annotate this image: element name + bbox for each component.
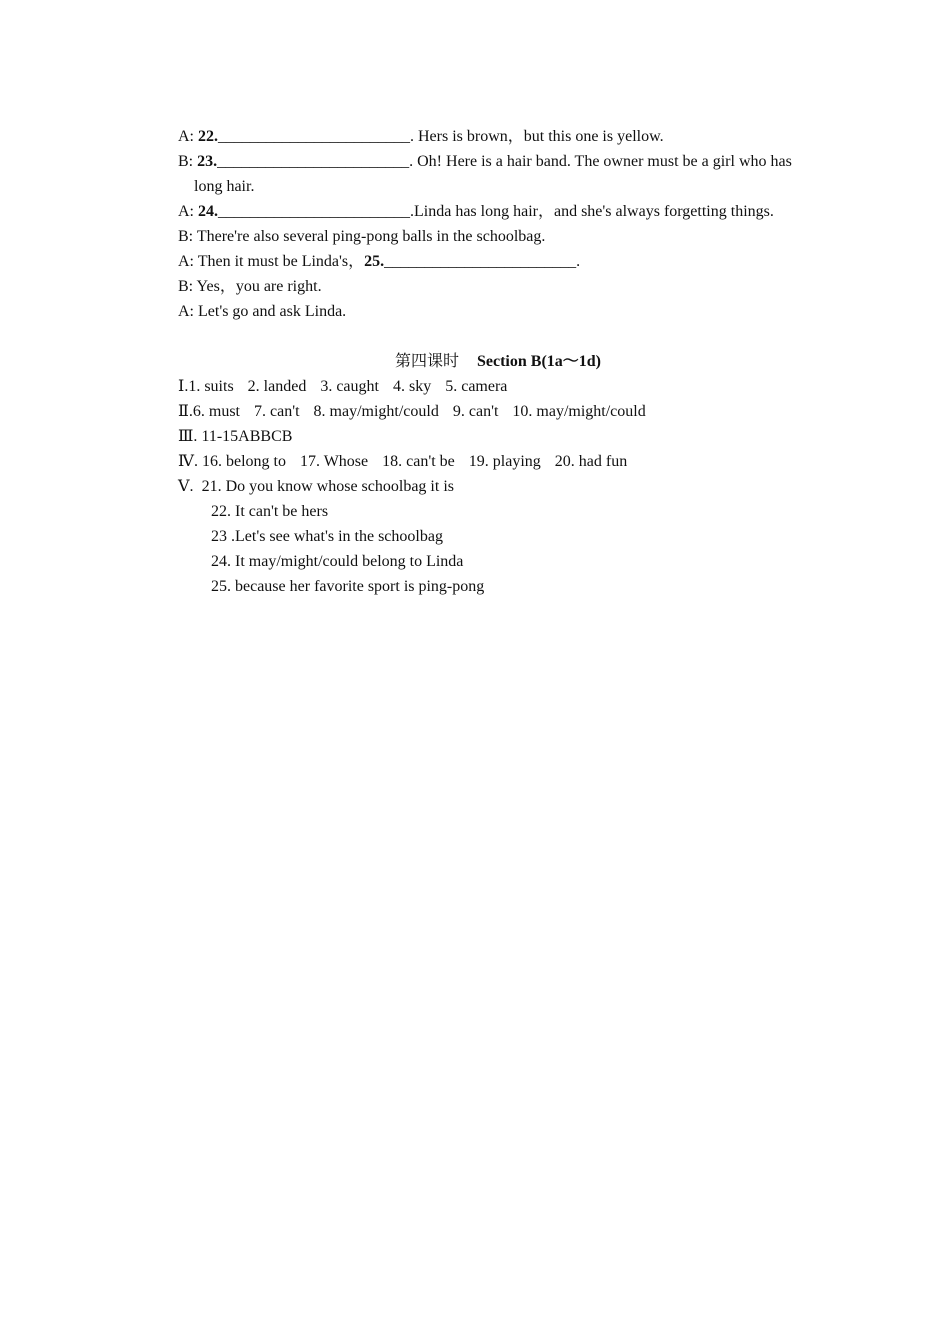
- answer-blank: ________________________: [218, 203, 410, 220]
- answer-item: 17. Whose: [299, 453, 369, 470]
- answer-item: 11-15ABBCB: [201, 428, 293, 445]
- answer-item: 21. Do you know whose schoolbag it is: [201, 478, 454, 495]
- section-spacer: [178, 324, 818, 349]
- answer-item: 9. can't: [452, 403, 499, 420]
- answers-part-2: [178, 399, 818, 424]
- answers-part-4: [178, 449, 818, 474]
- dialogue-line-yes: [178, 274, 818, 299]
- section-heading: [178, 349, 818, 374]
- question-number: 22.: [198, 128, 218, 145]
- dialogue-text: . Hers is brown，but this one is yellow.: [410, 128, 664, 145]
- dialogue-line-25: [178, 249, 818, 274]
- answer-blank: ________________________: [218, 128, 410, 145]
- dialogue-line-ask: [178, 299, 818, 324]
- answers-part-5: [178, 474, 818, 499]
- answer-item: 3. caught: [320, 378, 379, 395]
- question-number: 23.: [197, 153, 218, 170]
- speaker: B:: [178, 228, 194, 245]
- dialogue-line-22: [178, 124, 818, 149]
- lesson-title: 第四课时: [394, 353, 459, 370]
- answer-item: 23 .Let's see what's in the schoolbag: [211, 528, 443, 545]
- dialogue-text: Let's go and ask Linda.: [198, 303, 347, 320]
- answer-blank: ________________________: [217, 153, 410, 170]
- answer-item: 25. because her favorite sport is ping-pong: [211, 578, 485, 595]
- answers-part-5-item: [178, 524, 818, 549]
- question-number: 24.: [198, 203, 218, 220]
- section-title: Section B(1a～1d): [477, 353, 602, 370]
- part-label: Ⅴ.: [178, 478, 194, 495]
- dialogue-text: .Linda has long hair，and she's always forgetting things.: [410, 203, 774, 220]
- document-page: [178, 124, 818, 599]
- answer-item: 6. must: [192, 403, 240, 420]
- answer-item: 24. It may/might/could belong to Linda: [211, 553, 464, 570]
- part-label: Ⅱ.: [178, 403, 193, 420]
- dialogue-text: .: [576, 253, 581, 270]
- answer-item: 18. can't be: [382, 453, 455, 470]
- answer-item: 20. had fun: [554, 453, 628, 470]
- answer-item: 1. suits: [188, 378, 234, 395]
- speaker: B:: [178, 278, 194, 295]
- answers-part-3: [178, 424, 818, 449]
- answers-part-5-item: [178, 574, 818, 599]
- dialogue-line-ping-pong: [178, 224, 818, 249]
- answer-item: 16. belong to: [201, 453, 286, 470]
- answer-item: 8. may/might/could: [313, 403, 439, 420]
- dialogue-line-24: [178, 199, 818, 224]
- answers-part-1: [178, 374, 818, 399]
- answers-part-5-item: [178, 499, 818, 524]
- answer-item: 19. playing: [468, 453, 541, 470]
- speaker: A:: [178, 303, 194, 320]
- speaker: A:: [178, 128, 194, 145]
- answer-item: 4. sky: [392, 378, 432, 395]
- dialogue-line-23: [178, 149, 818, 199]
- answer-item: 2. landed: [247, 378, 307, 395]
- speaker: A:: [178, 203, 194, 220]
- answers-part-5-item: [178, 549, 818, 574]
- dialogue-text-pre: Then it must be Linda's，: [197, 253, 365, 270]
- part-label: Ⅳ.: [178, 453, 198, 470]
- dialogue-text: There're also several ping-pong balls in the schoolbag.: [196, 228, 546, 245]
- answer-item: 7. can't: [254, 403, 300, 420]
- speaker: B:: [178, 153, 194, 170]
- part-label: Ⅲ.: [178, 428, 198, 445]
- answer-blank: ________________________: [384, 253, 577, 270]
- dialogue-text: Yes，you are right.: [196, 278, 322, 295]
- question-number: 25.: [364, 253, 385, 270]
- answer-item: 10. may/might/could: [512, 403, 646, 420]
- answer-item: 22. It can't be hers: [211, 503, 329, 520]
- part-label: Ⅰ.: [178, 378, 189, 395]
- answer-item: 5. camera: [445, 378, 508, 395]
- dialogue-text: . Oh! Here is a hair band. The owner must be a girl who has long hair.: [194, 153, 792, 195]
- speaker: A:: [178, 253, 194, 270]
